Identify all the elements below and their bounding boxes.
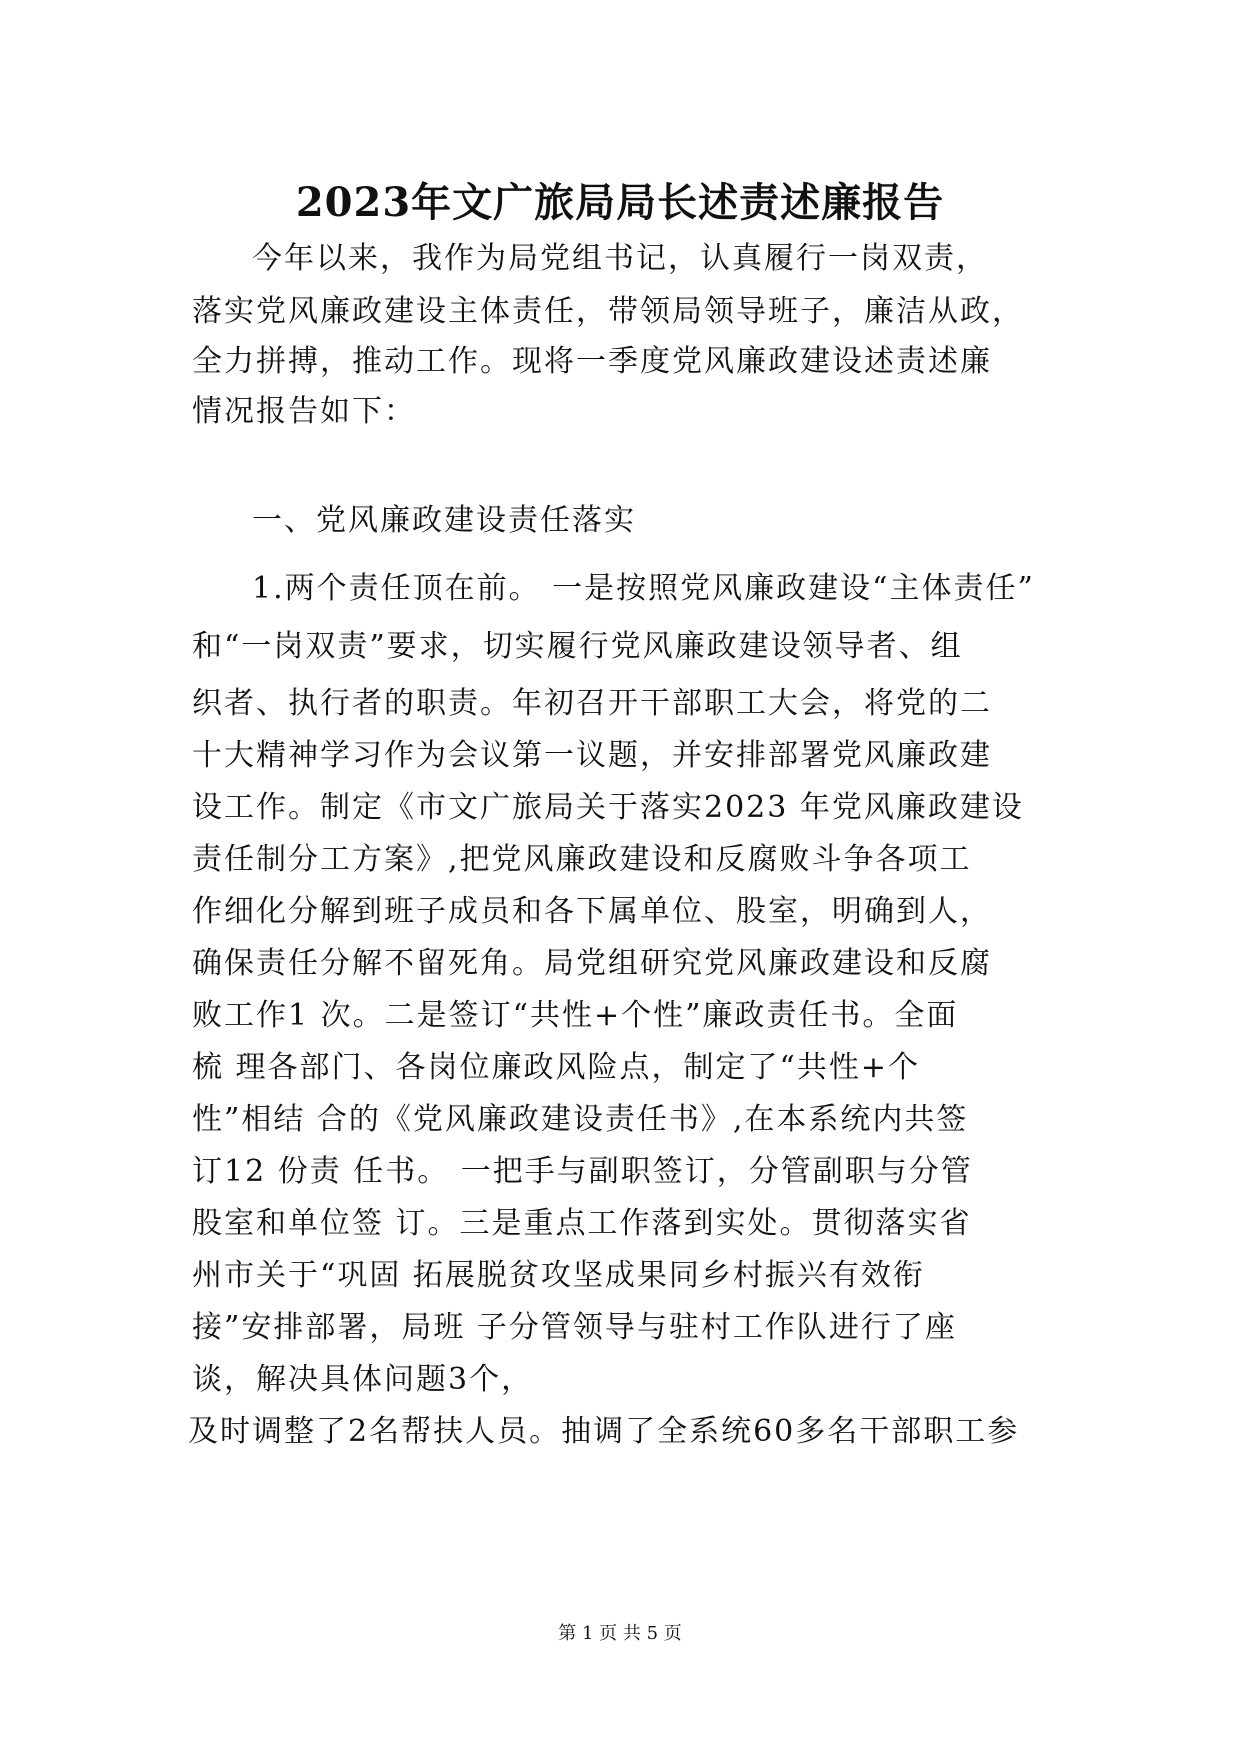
paragraph-line: 今年以来，我作为局党组书记，认真履行一岗双责， [252,241,988,276]
paragraph-line: 谈，解决具体问题3个， [192,1362,534,1397]
paragraph-line: 织者、执行者的职责。年初召开干部职工大会，将党的二 [192,686,992,721]
paragraph-line: 接”安排部署，局班 子分管领导与驻村工作队进行了座 [192,1310,957,1345]
paragraph-line: 股室和单位签 订。三是重点工作落到实处。贯彻落实省 [192,1206,972,1241]
paragraph-line: 落实党风廉政建设主体责任，带领局领导班子，廉洁从政， [192,294,1024,329]
paragraph-line: 确保责任分解不留死角。局党组研究党风廉政建设和反腐 [192,946,992,981]
paragraph-line: 性”相结 合的《党风廉政建设责任书》,在本系统内共签 [192,1102,969,1137]
paragraph-line: 及时调整了2名帮扶人员。抽调了全系统60多名干部职工参 [188,1414,1020,1449]
paragraph-line: 责任制分工方案》,把党风廉政建设和反腐败斗争各项工 [192,842,972,877]
paragraph-line: 全力拼搏，推动工作。现将一季度党风廉政建设述责述廉 [192,344,992,379]
document-title: 2023年文广旅局局长述责述廉报告 [295,179,945,226]
paragraph-line: 败工作1 次。二是签订“共性+个性”廉政责任书。全面 [192,998,959,1033]
paragraph-line: 设工作。制定《市文广旅局关于落实2023 年党风廉政建设 [192,790,1024,825]
paragraph-line: 州市关于“巩固 拓展脱贫攻坚成果同乡村振兴有效衔 [192,1258,925,1293]
paragraph-line: 情况报告如下： [192,394,416,429]
paragraph-line: 和“一岗双责”要求，切实履行党风廉政建设领导者、组 [192,629,963,664]
paragraph-line: 订12 份责 任书。 一把手与副职签订，分管副职与分管 [192,1154,973,1189]
paragraph-line: 作细化分解到班子成员和各下属单位、股室，明确到人， [192,894,992,929]
paragraph-line: 十大精神学习作为会议第一议题，并安排部署党风廉政建 [192,738,992,773]
page-number-footer: 第 1 页 共 5 页 [558,1623,682,1644]
paragraph-line: 1.两个责任顶在前。 一是按照党风廉政建设“主体责任” [252,571,1035,606]
section-heading: 一、党风廉政建设责任落实 [252,503,636,538]
paragraph-line: 梳 理各部门、各岗位廉政风险点，制定了“共性+个 [192,1050,921,1085]
